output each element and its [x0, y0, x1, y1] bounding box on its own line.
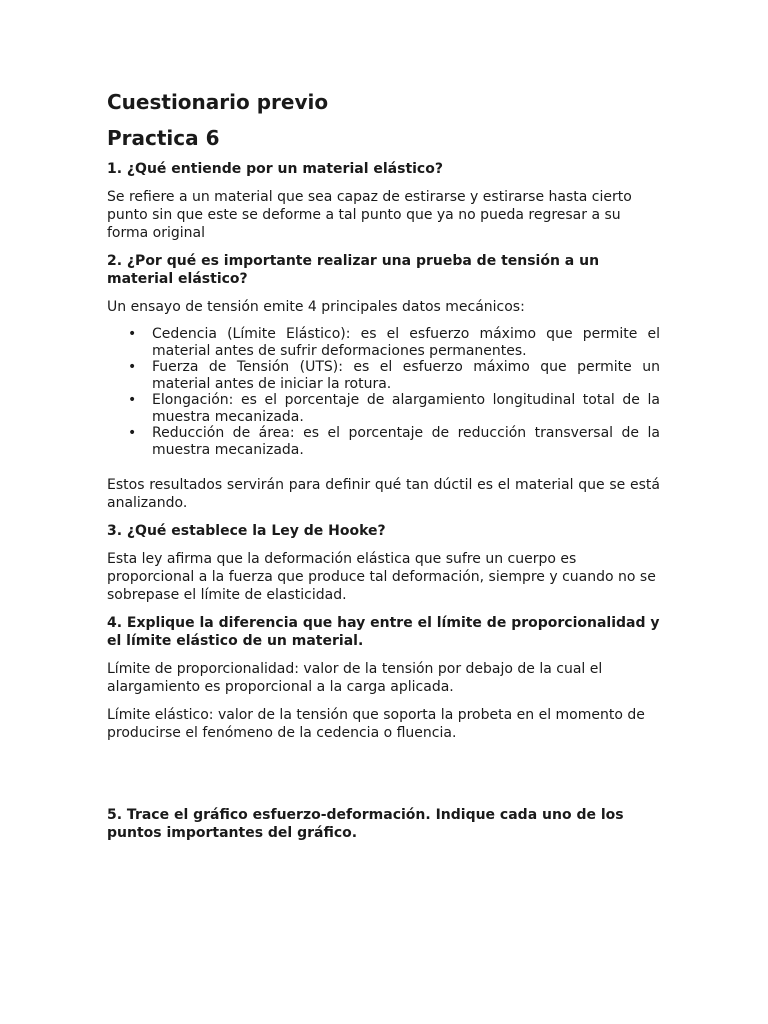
document-body: [107, 88, 660, 852]
mechanical-data-list: [107, 326, 660, 458]
answer-1: Se refiere a un material que sea capaz de estirarse y estirarse hasta cierto punto sin que este se deforme a tal punto que ya no pueda regresar a su forma original: [107, 189, 632, 241]
question-4: 4. Explique la diferencia que hay entre el límite de proporcionalidad y el límite elástico de un material.: [107, 615, 660, 649]
document-subtitle: Practica 6: [107, 126, 220, 150]
answer-4-proportionality: Límite de proporcionalidad: valor de la tensión por debajo de la cual el alargamiento es proporcional a la carga aplicada.: [107, 661, 603, 695]
question-5: 5. Trace el gráfico esfuerzo-deformación. Indique cada uno de los puntos importantes del gráfico.: [107, 807, 624, 841]
question-2: 2. ¿Por qué es importante realizar una prueba de tensión a un material elástico?: [107, 253, 600, 287]
document-title: Cuestionario previo: [107, 90, 329, 114]
answer-4-elastic-limit: Límite elástico: valor de la tensión que soporta la probeta en el momento de producirse el fenómeno de la cedencia o fluencia.: [107, 707, 645, 741]
list-item: • Fuerza de Tensión (UTS): es el esfuerzo máximo que permite un material antes de iniciar la rotura.: [152, 359, 660, 392]
list-item: • Elongación: es el porcentaje de alargamiento longitudinal total de la muestra mecanizada.: [152, 392, 660, 425]
question-3: 3. ¿Qué establece la Ley de Hooke?: [107, 523, 386, 539]
list-item: • Reducción de área: es el porcentaje de reducción transversal de la muestra mecanizada.: [152, 425, 660, 458]
answer-2-conclusion: Estos resultados servirán para definir qué tan dúctil es el material que se está analizando.: [107, 477, 660, 511]
answer-2-intro: Un ensayo de tensión emite 4 principales datos mecánicos:: [107, 299, 525, 315]
answer-3: Esta ley afirma que la deformación elástica que sufre un cuerpo es proporcional a la fuerza que produce tal deformación, siempre y cuando no se sobrepase el límite de elasticidad.: [107, 551, 656, 603]
question-1: 1. ¿Qué entiende por un material elástico?: [107, 161, 443, 177]
blank-space: [107, 752, 660, 806]
list-item: • Cedencia (Límite Elástico): es el esfuerzo máximo que permite el material antes de sufrir deformaciones permanentes.: [152, 326, 660, 359]
